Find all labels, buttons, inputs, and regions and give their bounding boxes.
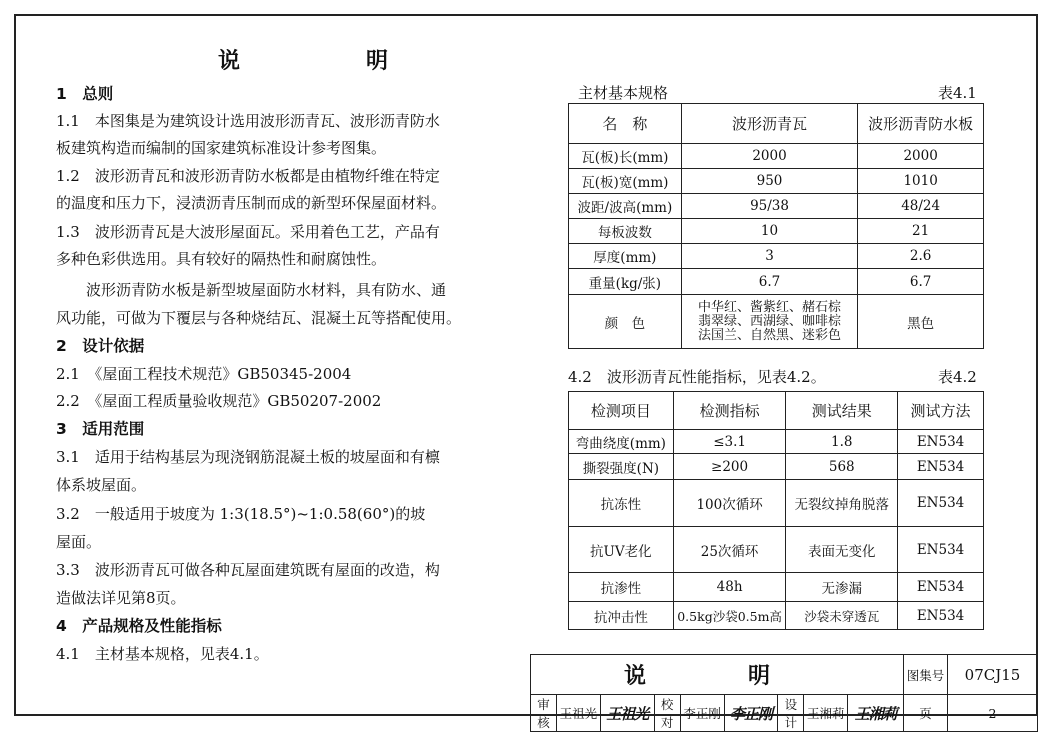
table-cell: 100次循环: [673, 480, 786, 527]
table-cell: 1010: [858, 169, 984, 194]
table-4-1-header-cell: 波形沥青瓦: [681, 104, 858, 144]
table-cell: 撕裂强度(N): [569, 454, 674, 480]
table-cell: 每板波数: [569, 219, 682, 244]
para-4-1: 4.1 主材基本规格，见表4.1。: [56, 645, 269, 663]
color-line: 中华红、酱紫红、赭石棕: [698, 299, 842, 315]
table-cell: 3: [681, 244, 858, 269]
table-cell: 2.6: [858, 244, 984, 269]
section-1-heading: 1 总则: [56, 85, 114, 103]
table-cell: 表面无变化: [786, 527, 898, 573]
table-cell: 1.8: [786, 430, 898, 454]
page-title: 说 明: [218, 49, 441, 74]
check-signature: 李正刚: [724, 695, 778, 732]
table-cell: 无裂纹掉角脱落: [786, 480, 898, 527]
para-1-3-line-1: 1.3 波形沥青瓦是大波形屋面瓦。采用着色工艺，产品有: [56, 223, 440, 241]
check-name: 李正刚: [680, 695, 724, 732]
para-3-1-line-1: 3.1 适用于结构基层为现浇钢筋混凝土板的坡屋面和有檩: [56, 448, 440, 466]
table-cell: 950: [681, 169, 858, 194]
design-signature: 王湘莉: [848, 695, 904, 732]
table-cell: 抗UV老化: [569, 527, 674, 573]
table-4-2-number: 表4.2: [938, 368, 977, 386]
table-4-1-caption: 主材基本规格: [578, 84, 669, 102]
table-cell: 25次循环: [673, 527, 786, 573]
table-cell: EN534: [898, 573, 984, 602]
para-2-2: 2.2 《屋面工程质量验收规范》GB50207-2002: [56, 392, 382, 410]
table-cell: 10: [681, 219, 858, 244]
table-cell: 21: [858, 219, 984, 244]
section-4-heading: 4 产品规格及性能指标: [56, 617, 222, 635]
table-cell: 2000: [681, 144, 858, 169]
section-2-heading: 2 设计依据: [56, 337, 145, 355]
review-name: 王祖光: [556, 695, 600, 732]
table-row-colors: [569, 295, 984, 349]
para-1-4-line-2: 风功能，可做为下覆层与各种烧结瓦、混凝土瓦等搭配使用。: [56, 309, 462, 327]
table-cell: 0.5kg沙袋0.5m高: [673, 602, 786, 630]
table-cell: 沙袋未穿透瓦: [786, 602, 898, 630]
table-row: [569, 194, 984, 219]
table-4-1: [568, 103, 984, 349]
table-cell: ≤3.1: [673, 430, 786, 454]
para-1-2-line-1: 1.2 波形沥青瓦和波形沥青防水板都是由植物纤维在特定: [56, 167, 440, 185]
design-name: 王湘莉: [804, 695, 848, 732]
title-block: [530, 654, 1038, 732]
review-signature: 王祖光: [600, 695, 654, 732]
atlas-number-label: 图集号: [904, 655, 948, 695]
para-1-1-line-1: 1.1 本图集是为建筑设计选用波形沥青瓦、波形沥青防水: [56, 112, 440, 130]
table-4-1-number: 表4.1: [938, 84, 977, 102]
table-4-1-header-cell: 名 称: [569, 104, 682, 144]
table-cell: 无渗漏: [786, 573, 898, 602]
table-cell: 48h: [673, 573, 786, 602]
color-line: 法国兰、自然黑、迷彩色: [698, 327, 842, 343]
table-cell: 瓦(板)宽(mm): [569, 169, 682, 194]
table-cell: 抗冻性: [569, 480, 674, 527]
para-3-1-line-2: 体系坡屋面。: [56, 476, 147, 494]
table-4-2-header-cell: 检测项目: [569, 392, 674, 430]
color-line: 翡翠绿、西湖绿、咖啡棕: [698, 313, 842, 329]
check-label: 校对: [654, 695, 680, 732]
table-row: [569, 244, 984, 269]
table-cell: 瓦(板)长(mm): [569, 144, 682, 169]
table-cell: EN534: [898, 602, 984, 630]
para-1-2-line-2: 的温度和压力下，浸渍沥青压制而成的新型环保屋面材料。: [56, 194, 447, 212]
table-4-2-header-cell: 测试方法: [898, 392, 984, 430]
table-row: [569, 269, 984, 295]
table-cell: 568: [786, 454, 898, 480]
table-cell: 黑色: [858, 295, 984, 349]
table-row: [569, 573, 984, 602]
table-row: [569, 169, 984, 194]
table-row: [569, 144, 984, 169]
para-1-3-line-2: 多种色彩供选用。具有较好的隔热性和耐腐蚀性。: [56, 250, 387, 268]
table-row: [569, 480, 984, 527]
color-list-cell: [681, 295, 858, 349]
table-row: [569, 527, 984, 573]
design-label: 设计: [778, 695, 804, 732]
table-cell: EN534: [898, 480, 984, 527]
table-row: [569, 454, 984, 480]
atlas-number: 07CJ15: [948, 655, 1038, 695]
table-cell: 6.7: [858, 269, 984, 295]
table-cell: 抗渗性: [569, 573, 674, 602]
table-4-1-header-cell: 波形沥青防水板: [858, 104, 984, 144]
page-number: 2: [948, 695, 1038, 732]
table-4-1-header-row: [569, 104, 984, 144]
para-1-4-line-1: 波形沥青防水板是新型坡屋面防水材料，具有防水、通: [86, 281, 447, 299]
para-3-3-line-2: 造做法详见第8页。: [56, 589, 186, 607]
table-cell: 48/24: [858, 194, 984, 219]
table-cell: EN534: [898, 430, 984, 454]
table-cell: 6.7: [681, 269, 858, 295]
para-2-1: 2.1 《屋面工程技术规范》GB50345-2004: [56, 365, 352, 383]
table-cell: 95/38: [681, 194, 858, 219]
para-1-1-line-2: 板建筑构造而编制的国家建筑标准设计参考图集。: [56, 139, 387, 157]
table-cell: 弯曲绕度(mm): [569, 430, 674, 454]
table-cell: 2000: [858, 144, 984, 169]
table-4-2-caption: 4.2 波形沥青瓦性能指标，见表4.2。: [568, 368, 826, 386]
table-cell: 重量(kg/张): [569, 269, 682, 295]
table-cell: ≥200: [673, 454, 786, 480]
table-4-2-header-cell: 测试结果: [786, 392, 898, 430]
table-cell: 抗冲击性: [569, 602, 674, 630]
table-cell: EN534: [898, 527, 984, 573]
table-cell: 波距/波高(mm): [569, 194, 682, 219]
table-4-2-header-row: [569, 392, 984, 430]
table-cell: 颜 色: [569, 295, 682, 349]
para-3-3-line-1: 3.3 波形沥青瓦可做各种瓦屋面建筑既有屋面的改造，构: [56, 561, 440, 579]
review-label: 审核: [531, 695, 557, 732]
table-4-2: [568, 391, 984, 630]
table-row: [569, 219, 984, 244]
para-3-2-line-2: 屋面。: [56, 533, 102, 551]
table-row: [569, 430, 984, 454]
page-label: 页: [904, 695, 948, 732]
table-cell: EN534: [898, 454, 984, 480]
table-cell: 厚度(mm): [569, 244, 682, 269]
table-4-2-header-cell: 检测指标: [673, 392, 786, 430]
title-block-title: 说 明: [531, 655, 904, 695]
table-row: [569, 602, 984, 630]
para-3-2-line-1: 3.2 一般适用于坡度为 1:3(18.5°)~1:0.58(60°)的坡: [56, 505, 426, 523]
section-3-heading: 3 适用范围: [56, 420, 145, 438]
